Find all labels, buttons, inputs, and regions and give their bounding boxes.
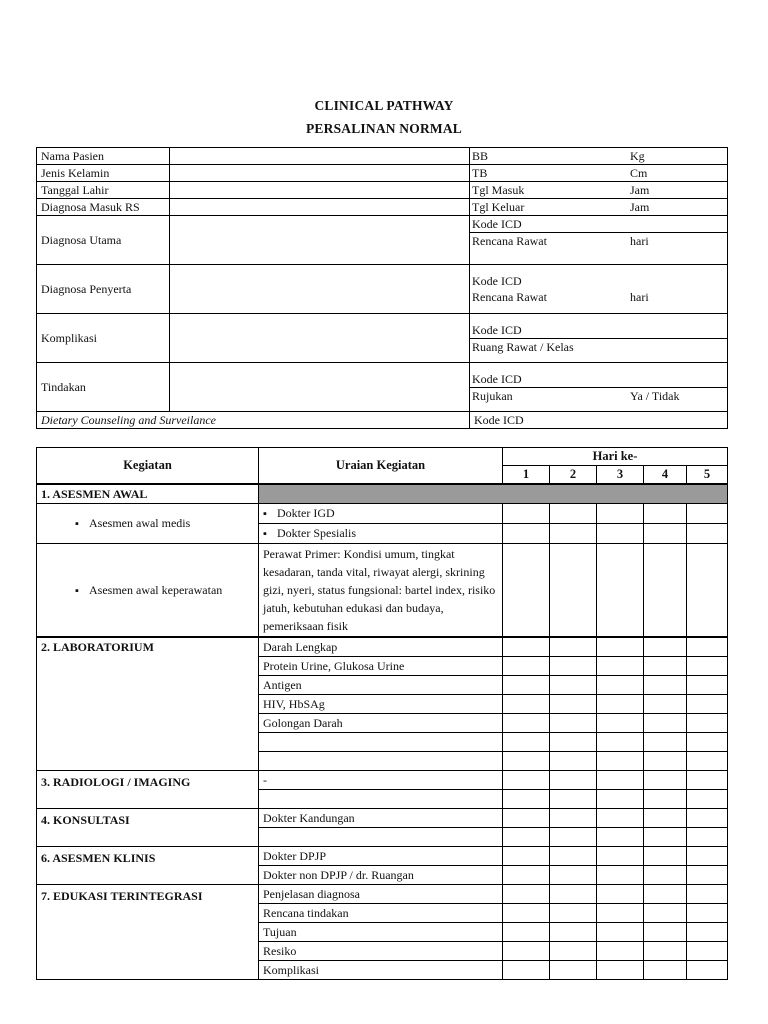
item-dokter-spesialis: Dokter Spesialis (277, 526, 356, 540)
item-dokter-igd: Dokter IGD (277, 506, 335, 520)
field-diagnosa-utama[interactable] (170, 216, 470, 265)
lab-item: Darah Lengkap (259, 637, 503, 657)
field-nama-pasien[interactable] (170, 148, 470, 165)
label-diagnosa-penyerta: Diagnosa Penyerta (37, 265, 170, 314)
label-tgl-keluar: Tgl Keluar (472, 200, 525, 214)
unit-cm: Cm (630, 166, 648, 180)
section-laboratorium: 2. LABORATORIUM (37, 637, 259, 771)
label-asesmen-keperawatan: Asesmen awal keperawatan (89, 582, 223, 597)
label-diagnosa-utama: Diagnosa Utama (37, 216, 170, 265)
edukasi-item: Rencana tindakan (259, 904, 503, 923)
label-kode-icd: Kode ICD (470, 412, 728, 429)
radiologi-item: - (259, 771, 503, 790)
edukasi-item: Komplikasi (259, 961, 503, 980)
lab-item: HIV, HbSAg (259, 695, 503, 714)
bullet-icon (75, 516, 89, 530)
label-hari: hari (630, 234, 649, 248)
label-tindakan: Tindakan (37, 363, 170, 412)
field-jenis-kelamin[interactable] (170, 165, 470, 182)
label-ya-tidak: Ya / Tidak (630, 389, 680, 403)
edukasi-item: Resiko (259, 942, 503, 961)
document-subtitle: PERSALINAN NORMAL (305, 121, 463, 136)
label-kode-icd: Kode ICD (472, 372, 522, 386)
section-konsultasi: 4. KONSULTASI (37, 809, 259, 847)
section-edukasi: 7. EDUKASI TERINTEGRASI (37, 885, 259, 980)
label-ruang-rawat: Ruang Rawat / Kelas (472, 340, 574, 354)
field-diagnosa-penyerta[interactable] (170, 265, 470, 314)
label-asesmen-medis: Asesmen awal medis (89, 516, 191, 530)
label-kode-icd: Kode ICD (472, 323, 522, 337)
label-tanggal-lahir: Tanggal Lahir (37, 182, 170, 199)
label-kode-icd: Kode ICD (472, 217, 522, 231)
field-diagnosa-masuk[interactable] (170, 199, 470, 216)
label-jam-keluar: Jam (630, 200, 650, 214)
lab-item-empty[interactable] (259, 752, 503, 771)
label-rencana-rawat: Rencana Rawat (472, 234, 547, 248)
label-rujukan: Rujukan (472, 389, 513, 403)
label-jenis-kelamin: Jenis Kelamin (37, 165, 170, 182)
label-kode-icd: Kode ICD (472, 274, 522, 288)
konsultasi-item-empty[interactable] (259, 828, 503, 847)
field-tanggal-lahir[interactable] (170, 182, 470, 199)
header-day: 4 (644, 466, 687, 485)
header-day: 3 (597, 466, 644, 485)
item-perawat-primer: Perawat Primer: Kondisi umum, tingkat kesadaran, tanda vital, riwayat alergi, skrining gizi, nyeri, status fungsional: bartel index, risiko jatuh, kebutuhan edukasi dan budaya, pemeriksaan fisik (259, 544, 503, 638)
lab-item: Golongan Darah (259, 714, 503, 733)
document-title: CLINICAL PATHWAY (314, 98, 454, 113)
header-kegiatan: Kegiatan (37, 448, 259, 485)
klinis-item: Dokter non DPJP / dr. Ruangan (259, 866, 503, 885)
label-komplikasi: Komplikasi (37, 314, 170, 363)
section-asesmen-klinis: 6. ASESMEN KLINIS (37, 847, 259, 885)
bullet-icon (263, 506, 277, 520)
label-tb: TB (472, 166, 488, 180)
lab-item: Antigen (259, 676, 503, 695)
radiologi-item-empty[interactable] (259, 790, 503, 809)
field-tindakan[interactable] (170, 363, 470, 412)
label-diagnosa-masuk: Diagnosa Masuk RS (37, 199, 170, 216)
lab-item: Protein Urine, Glukosa Urine (259, 657, 503, 676)
edukasi-item: Tujuan (259, 923, 503, 942)
label-bb: BB (472, 149, 489, 163)
label-dietary: Dietary Counseling and Surveilance (37, 412, 470, 429)
konsultasi-item: Dokter Kandungan (259, 809, 503, 828)
header-uraian: Uraian Kegiatan (259, 448, 503, 485)
section-shade (259, 484, 728, 504)
header-day: 2 (550, 466, 597, 485)
header-day: 5 (687, 466, 728, 485)
header-hari: Hari ke- (503, 448, 728, 466)
edukasi-item: Penjelasan diagnosa (259, 885, 503, 904)
header-day: 1 (503, 466, 550, 485)
klinis-item: Dokter DPJP (259, 847, 503, 866)
label-nama-pasien: Nama Pasien (37, 148, 170, 165)
field-komplikasi[interactable] (170, 314, 470, 363)
label-rencana-rawat: Rencana Rawat (472, 290, 547, 304)
label-hari: hari (630, 290, 649, 304)
bullet-icon (263, 526, 277, 540)
label-tgl-masuk: Tgl Masuk (472, 183, 525, 197)
section-radiologi: 3. RADIOLOGI / IMAGING (37, 771, 259, 809)
bullet-icon (75, 583, 89, 597)
pathway-table (36, 447, 728, 980)
patient-info-table (36, 147, 728, 429)
unit-kg: Kg (630, 149, 645, 163)
section-asesmen-awal: 1. ASESMEN AWAL (37, 484, 259, 504)
lab-item-empty[interactable] (259, 733, 503, 752)
label-jam-masuk: Jam (630, 183, 650, 197)
